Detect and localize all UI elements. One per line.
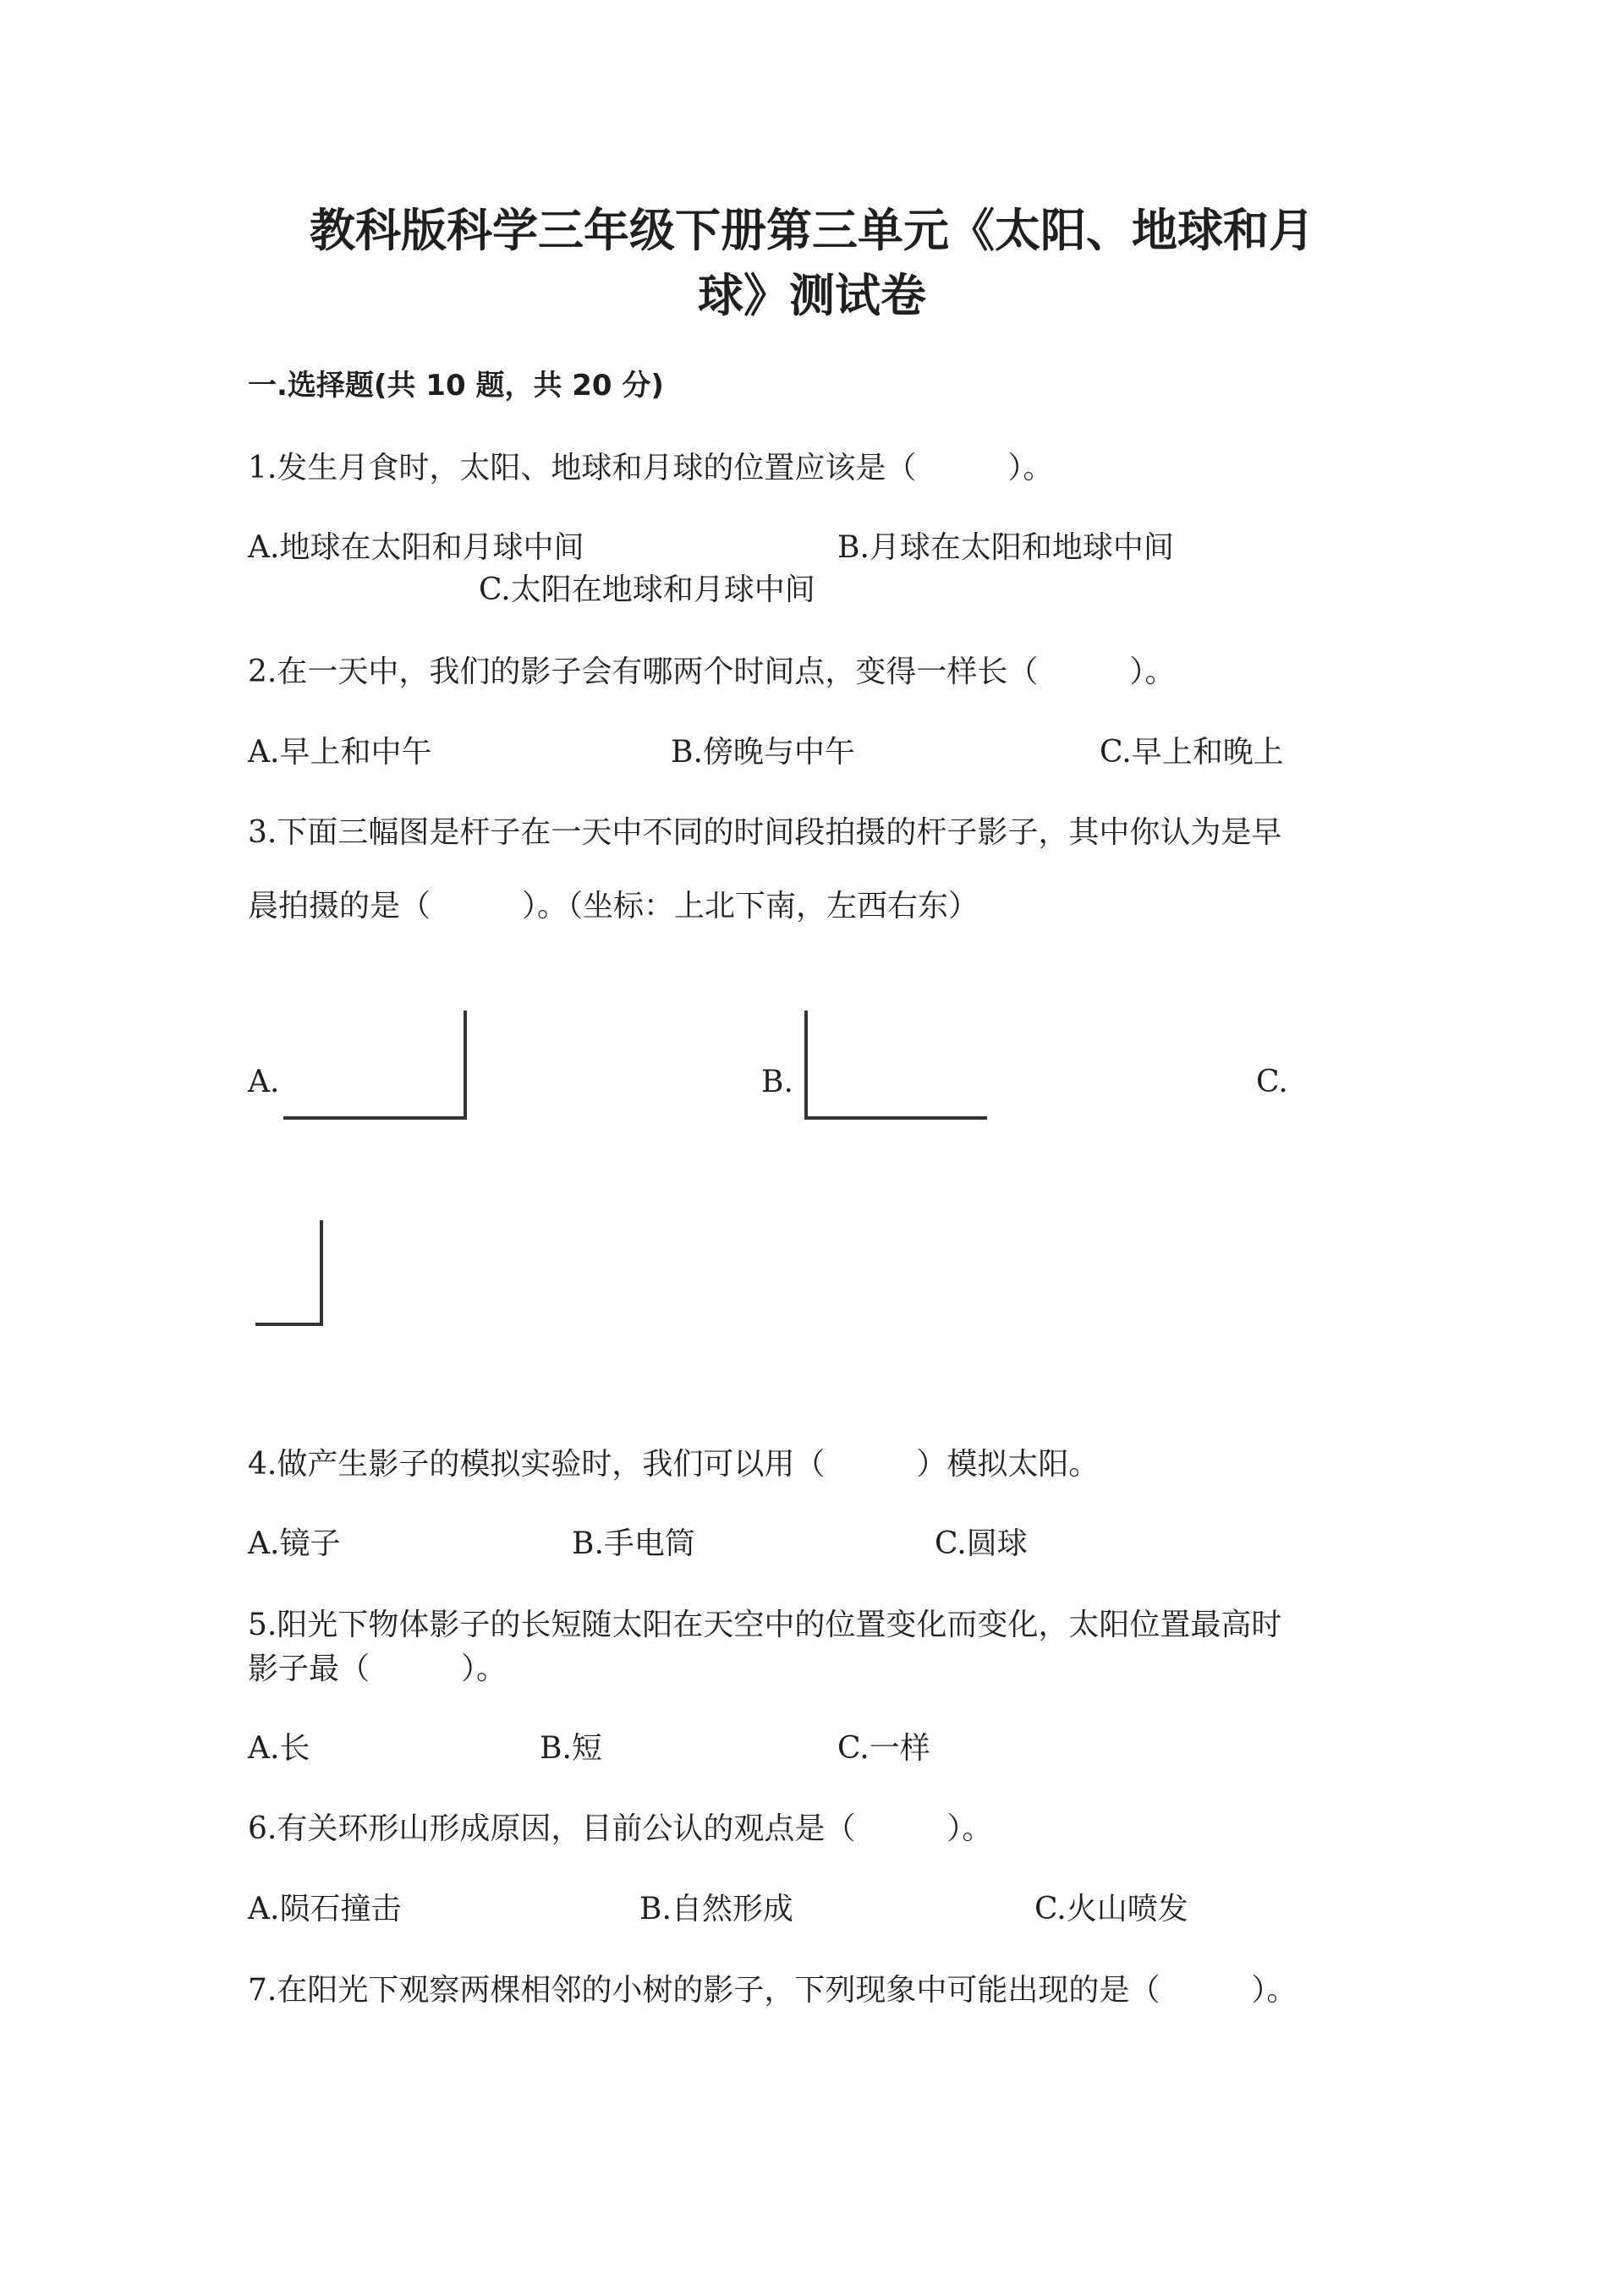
question-1-option-a[interactable]: A.地球在太阳和月球中间 bbox=[248, 530, 584, 565]
pole-shadow-figure-b bbox=[799, 1006, 994, 1129]
section-heading: 一.选择题(共 10 题，共 20 分) bbox=[248, 369, 664, 403]
question-5-option-a[interactable]: A.长 bbox=[248, 1731, 310, 1766]
question-6-option-a[interactable]: A.陨石撞击 bbox=[248, 1892, 402, 1926]
question-3-option-a[interactable]: A. bbox=[248, 1065, 280, 1099]
question-3-option-b[interactable]: B. bbox=[761, 1065, 793, 1099]
question-1-option-c[interactable]: C.太阳在地球和月球中间 bbox=[479, 573, 815, 607]
question-5-stem-line-2: 影子最（ ）。 bbox=[248, 1652, 508, 1686]
question-6-option-c[interactable]: C.火山喷发 bbox=[1034, 1892, 1188, 1926]
question-3-stem-line-2: 晨拍摄的是（ ）。（坐标：上北下南，左西右东） bbox=[248, 889, 979, 923]
question-6-option-b[interactable]: B.自然形成 bbox=[639, 1892, 793, 1926]
question-5-option-c[interactable]: C.一样 bbox=[837, 1731, 930, 1766]
question-4-stem: 4.做产生影子的模拟实验时，我们可以用（ ）模拟太阳。 bbox=[248, 1447, 1100, 1482]
question-4-option-a[interactable]: A.镜子 bbox=[248, 1526, 341, 1561]
question-4-option-c[interactable]: C.圆球 bbox=[935, 1526, 1028, 1561]
question-3-option-c[interactable]: C. bbox=[1256, 1065, 1288, 1099]
question-7-stem: 7.在阳光下观察两棵相邻的小树的影子，下列现象中可能出现的是（ ）。 bbox=[248, 1973, 1298, 2008]
question-1-stem: 1.发生月食时，太阳、地球和月球的位置应该是（ ）。 bbox=[248, 451, 1054, 485]
page-title-line-2: 球》测试卷 bbox=[698, 269, 926, 322]
pole-shadow-figure-a bbox=[279, 1006, 474, 1129]
question-2-stem: 2.在一天中，我们的影子会有哪两个时间点，变得一样长（ ）。 bbox=[248, 655, 1176, 689]
pole-shadow-figure-c bbox=[250, 1216, 334, 1334]
question-2-option-c[interactable]: C.早上和晚上 bbox=[1100, 735, 1284, 770]
question-5-option-b[interactable]: B.短 bbox=[540, 1731, 602, 1766]
question-2-option-b[interactable]: B.傍晚与中午 bbox=[671, 735, 855, 770]
question-6-stem: 6.有关环形山形成原因，目前公认的观点是（ ）。 bbox=[248, 1811, 993, 1846]
page-title-line-1: 教科版科学三年级下册第三单元《太阳、地球和月 bbox=[310, 204, 1314, 257]
question-4-option-b[interactable]: B.手电筒 bbox=[572, 1526, 695, 1561]
question-5-stem-line-1: 5.阳光下物体影子的长短随太阳在天空中的位置变化而变化，太阳位置最高时 bbox=[248, 1608, 1282, 1642]
question-3-stem-line-1: 3.下面三幅图是杆子在一天中不同的时间段拍摄的杆子影子，其中你认为是早 bbox=[248, 815, 1282, 850]
question-2-option-a[interactable]: A.早上和中午 bbox=[248, 735, 432, 770]
question-1-option-b[interactable]: B.月球在太阳和地球中间 bbox=[837, 530, 1174, 565]
